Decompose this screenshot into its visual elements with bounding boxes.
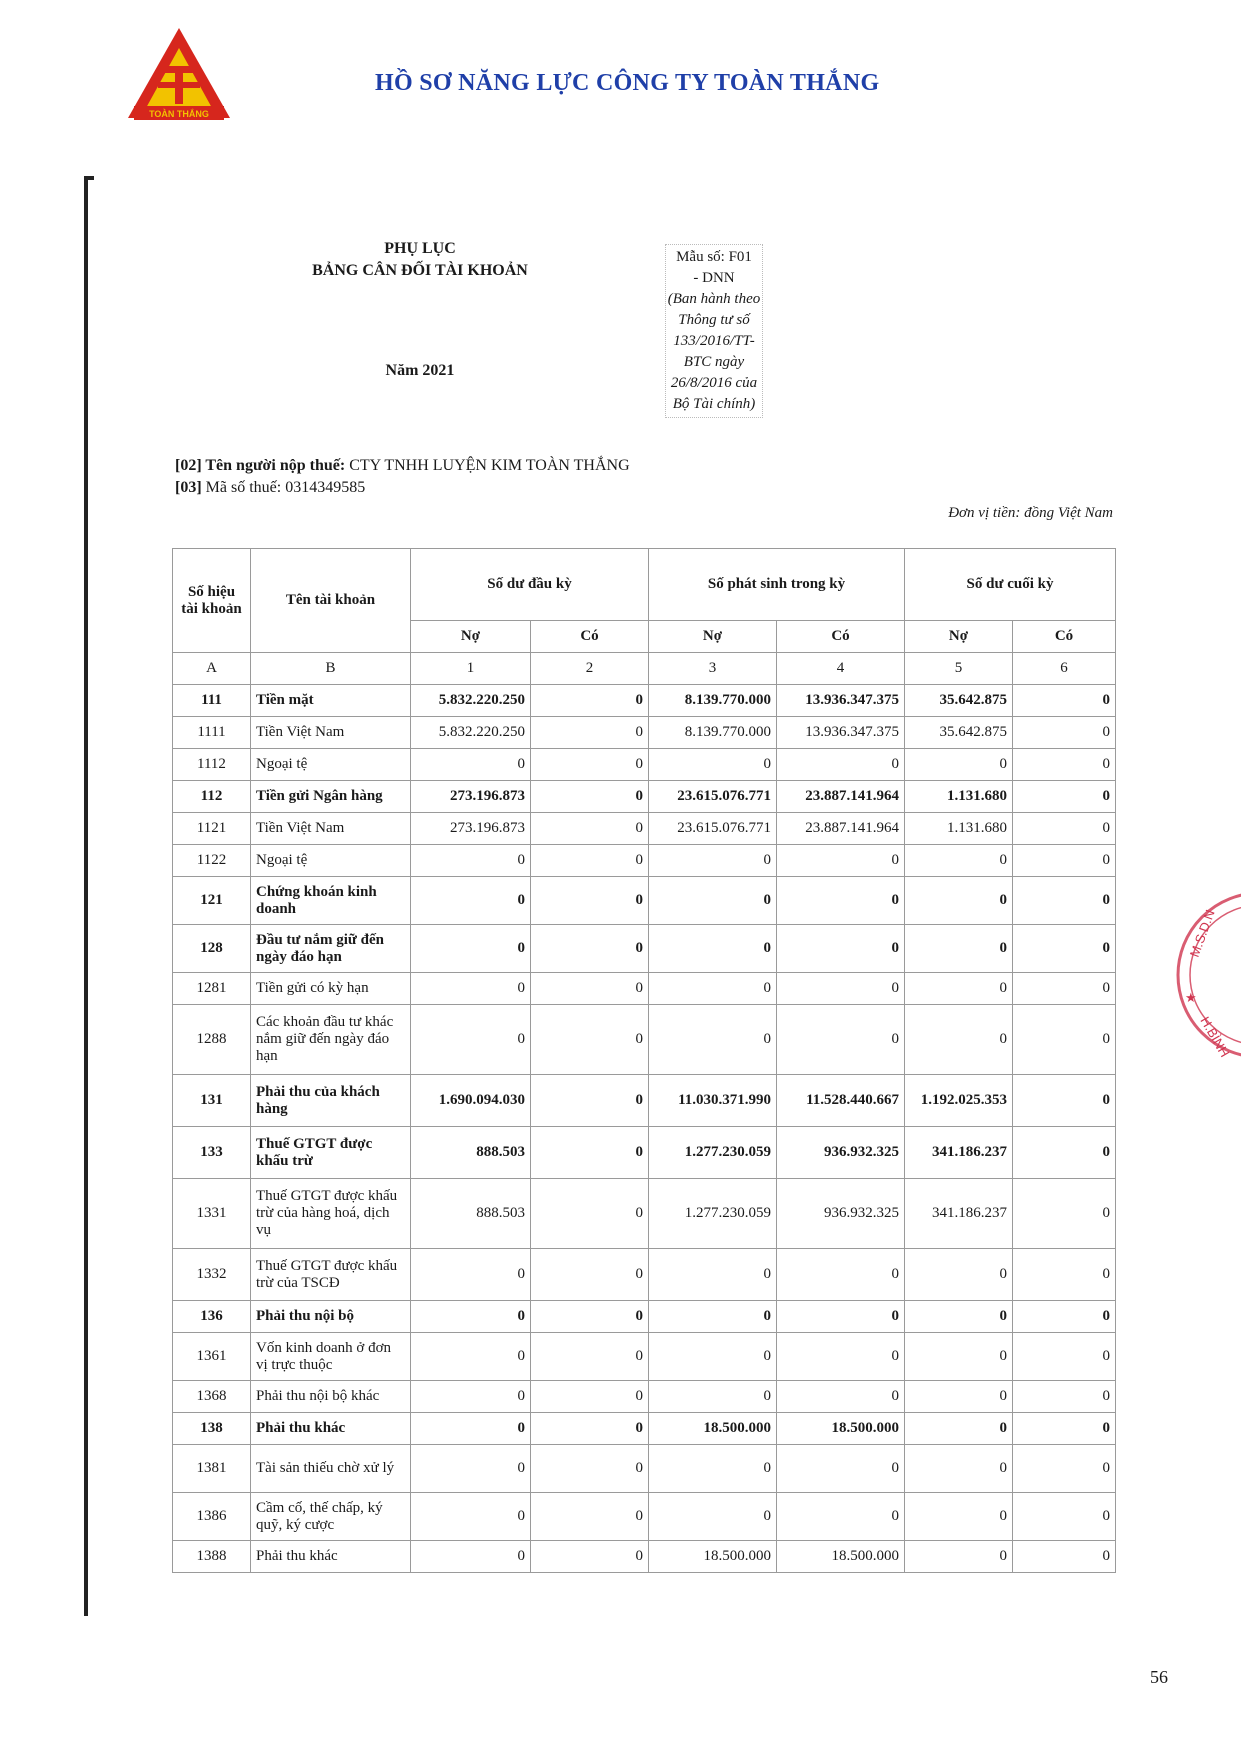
- account-name-cell: Phải thu khác: [251, 1541, 411, 1573]
- amount-cell: 0: [531, 717, 649, 749]
- account-name-cell: Thuế GTGT được khấu trừ của TSCĐ: [251, 1249, 411, 1301]
- column-index-cell: 5: [905, 653, 1013, 685]
- amount-cell: 0: [905, 1445, 1013, 1493]
- amount-cell: 0: [1013, 813, 1116, 845]
- account-code-cell: 121: [173, 877, 251, 925]
- amount-cell: 0: [905, 1333, 1013, 1381]
- amount-cell: 0: [531, 1445, 649, 1493]
- amount-cell: 0: [531, 1541, 649, 1573]
- account-code-cell: 1361: [173, 1333, 251, 1381]
- amount-cell: 0: [531, 781, 649, 813]
- account-code-cell: 128: [173, 925, 251, 973]
- header-account-name: Tên tài khoản: [251, 549, 411, 653]
- amount-cell: 0: [649, 1249, 777, 1301]
- account-code-cell: 1288: [173, 1005, 251, 1075]
- amount-cell: 0: [905, 877, 1013, 925]
- amount-cell: 0: [1013, 1075, 1116, 1127]
- column-index-cell: 4: [777, 653, 905, 685]
- amount-cell: 1.192.025.353: [905, 1075, 1013, 1127]
- amount-cell: 0: [1013, 781, 1116, 813]
- account-name-cell: Chứng khoán kinh doanh: [251, 877, 411, 925]
- amount-cell: 0: [411, 845, 531, 877]
- amount-cell: 0: [531, 1249, 649, 1301]
- amount-cell: 0: [531, 1301, 649, 1333]
- amount-cell: 0: [1013, 1301, 1116, 1333]
- amount-cell: 273.196.873: [411, 813, 531, 845]
- account-balance-table: [172, 548, 1116, 1573]
- account-code-cell: 1111: [173, 717, 251, 749]
- amount-cell: 0: [411, 877, 531, 925]
- amount-cell: 0: [905, 1005, 1013, 1075]
- header-closing-debit: Nợ: [905, 621, 1013, 653]
- document-title: [300, 238, 540, 282]
- amount-cell: 0: [777, 749, 905, 781]
- account-code-cell: 1368: [173, 1381, 251, 1413]
- svg-text:H.BÌNH: H.BÌNH: [1197, 1014, 1233, 1060]
- header-account-no: Số hiệu tài khoản: [173, 549, 251, 653]
- amount-cell: 0: [411, 1333, 531, 1381]
- amount-cell: 341.186.237: [905, 1179, 1013, 1249]
- header-movement: Số phát sinh trong kỳ: [649, 549, 905, 621]
- account-name-cell: Tiền gửi Ngân hàng: [251, 781, 411, 813]
- amount-cell: 0: [1013, 877, 1116, 925]
- amount-cell: 0: [531, 973, 649, 1005]
- column-index-cell: A: [173, 653, 251, 685]
- amount-cell: 0: [905, 1381, 1013, 1413]
- account-name-cell: Tiền Việt Nam: [251, 717, 411, 749]
- header-opening-credit: Có: [531, 621, 649, 653]
- amount-cell: 0: [649, 1493, 777, 1541]
- table-row: [173, 1127, 1116, 1179]
- table-row: [173, 1541, 1116, 1573]
- amount-cell: 0: [411, 1541, 531, 1573]
- account-code-cell: 133: [173, 1127, 251, 1179]
- account-name-cell: Phải thu nội bộ khác: [251, 1381, 411, 1413]
- amount-cell: 0: [531, 1127, 649, 1179]
- amount-cell: 23.615.076.771: [649, 813, 777, 845]
- amount-cell: 0: [531, 877, 649, 925]
- amount-cell: 0: [905, 1413, 1013, 1445]
- amount-cell: 0: [649, 1445, 777, 1493]
- amount-cell: 0: [531, 1333, 649, 1381]
- amount-cell: 5.832.220.250: [411, 717, 531, 749]
- amount-cell: 0: [649, 1333, 777, 1381]
- amount-cell: 0: [777, 1005, 905, 1075]
- account-code-cell: 1122: [173, 845, 251, 877]
- account-name-cell: Phải thu khác: [251, 1413, 411, 1445]
- amount-cell: 0: [905, 1301, 1013, 1333]
- amount-cell: 0: [531, 1413, 649, 1445]
- logo-text: TOÀN THẮNG: [149, 109, 209, 119]
- amount-cell: 0: [649, 973, 777, 1005]
- amount-cell: 0: [1013, 685, 1116, 717]
- account-code-cell: 1112: [173, 749, 251, 781]
- table-row: [173, 1493, 1116, 1541]
- table-row: [173, 1075, 1116, 1127]
- currency-unit: Đơn vị tiền: đồng Việt Nam: [948, 505, 1113, 521]
- amount-cell: 0: [1013, 1333, 1116, 1381]
- table-row: [173, 717, 1116, 749]
- account-code-cell: 131: [173, 1075, 251, 1127]
- account-name-cell: Tài sản thiếu chờ xử lý: [251, 1445, 411, 1493]
- amount-cell: 0: [1013, 1127, 1116, 1179]
- header-title: HỒ SƠ NĂNG LỰC CÔNG TY TOÀN THẮNG: [375, 70, 880, 96]
- amount-cell: 0: [1013, 1493, 1116, 1541]
- amount-cell: 0: [777, 1381, 905, 1413]
- amount-cell: 0: [1013, 1179, 1116, 1249]
- account-name-cell: Phải thu của khách hàng: [251, 1075, 411, 1127]
- amount-cell: 0: [531, 925, 649, 973]
- amount-cell: 936.932.325: [777, 1127, 905, 1179]
- amount-cell: 0: [649, 877, 777, 925]
- amount-cell: 0: [531, 845, 649, 877]
- account-code-cell: 1381: [173, 1445, 251, 1493]
- account-name-cell: Đầu tư nắm giữ đến ngày đáo hạn: [251, 925, 411, 973]
- table-row: [173, 813, 1116, 845]
- amount-cell: 0: [1013, 1005, 1116, 1075]
- amount-cell: 1.131.680: [905, 781, 1013, 813]
- amount-cell: 0: [649, 1301, 777, 1333]
- amount-cell: 13.936.347.375: [777, 685, 905, 717]
- amount-cell: 0: [531, 813, 649, 845]
- amount-cell: 0: [777, 845, 905, 877]
- amount-cell: 0: [905, 1249, 1013, 1301]
- amount-cell: 0: [411, 973, 531, 1005]
- amount-cell: 1.131.680: [905, 813, 1013, 845]
- amount-cell: 0: [411, 1005, 531, 1075]
- amount-cell: 0: [649, 925, 777, 973]
- form-code-line2: - DNN: [693, 270, 735, 286]
- table-row: [173, 877, 1116, 925]
- account-name-cell: Thuế GTGT được khấu trừ: [251, 1127, 411, 1179]
- amount-cell: 0: [411, 1381, 531, 1413]
- amount-cell: 23.887.141.964: [777, 781, 905, 813]
- amount-cell: 0: [777, 925, 905, 973]
- account-code-cell: 136: [173, 1301, 251, 1333]
- table-row: [173, 1179, 1116, 1249]
- amount-cell: 0: [649, 749, 777, 781]
- amount-cell: 936.932.325: [777, 1179, 905, 1249]
- amount-cell: 0: [777, 1333, 905, 1381]
- amount-cell: 23.887.141.964: [777, 813, 905, 845]
- amount-cell: 0: [777, 973, 905, 1005]
- amount-cell: 0: [1013, 749, 1116, 781]
- amount-cell: 0: [531, 1179, 649, 1249]
- table-row: [173, 1005, 1116, 1075]
- amount-cell: 0: [531, 1493, 649, 1541]
- table-row: [173, 1333, 1116, 1381]
- table-row: [173, 1249, 1116, 1301]
- amount-cell: 0: [1013, 845, 1116, 877]
- column-index-cell: 3: [649, 653, 777, 685]
- amount-cell: 18.500.000: [777, 1413, 905, 1445]
- amount-cell: 0: [1013, 973, 1116, 1005]
- taxpayer-info: [175, 455, 630, 499]
- scan-edge-line: [84, 176, 88, 1616]
- amount-cell: 0: [411, 1249, 531, 1301]
- amount-cell: 35.642.875: [905, 685, 1013, 717]
- table-row: [173, 1413, 1116, 1445]
- account-name-cell: Tiền gửi có kỳ hạn: [251, 973, 411, 1005]
- amount-cell: 0: [905, 925, 1013, 973]
- amount-cell: 0: [649, 1381, 777, 1413]
- document-title-line2: BẢNG CÂN ĐỐI TÀI KHOẢN: [312, 262, 528, 279]
- header-opening-debit: Nợ: [411, 621, 531, 653]
- account-code-cell: 138: [173, 1413, 251, 1445]
- account-name-cell: Ngoại tệ: [251, 845, 411, 877]
- amount-cell: 0: [905, 1493, 1013, 1541]
- table-row: [173, 1381, 1116, 1413]
- column-index-cell: 1: [411, 653, 531, 685]
- amount-cell: 0: [905, 1541, 1013, 1573]
- company-logo: [124, 26, 234, 122]
- account-code-cell: 1388: [173, 1541, 251, 1573]
- account-code-cell: 1281: [173, 973, 251, 1005]
- amount-cell: 0: [531, 749, 649, 781]
- header-closing-credit: Có: [1013, 621, 1116, 653]
- column-index-cell: 6: [1013, 653, 1116, 685]
- account-code-cell: 1121: [173, 813, 251, 845]
- amount-cell: 0: [1013, 1249, 1116, 1301]
- header-closing: Số dư cuối kỳ: [905, 549, 1116, 621]
- page-number: 56: [1150, 1667, 1168, 1687]
- taxpayer-label: [02] Tên người nộp thuế:: [175, 457, 346, 474]
- amount-cell: 888.503: [411, 1127, 531, 1179]
- taxcode-value: Mã số thuế: 0314349585: [205, 479, 366, 496]
- amount-cell: 0: [531, 1075, 649, 1127]
- table-row: [173, 781, 1116, 813]
- account-code-cell: 112: [173, 781, 251, 813]
- amount-cell: 273.196.873: [411, 781, 531, 813]
- table-row: [173, 925, 1116, 973]
- amount-cell: 0: [411, 925, 531, 973]
- table-row: [173, 845, 1116, 877]
- amount-cell: 888.503: [411, 1179, 531, 1249]
- account-code-cell: 1332: [173, 1249, 251, 1301]
- amount-cell: 0: [1013, 1381, 1116, 1413]
- company-seal: [1140, 890, 1241, 1060]
- amount-cell: 0: [1013, 1413, 1116, 1445]
- amount-cell: 0: [777, 1493, 905, 1541]
- header-movement-credit: Có: [777, 621, 905, 653]
- column-index-row: [173, 653, 1116, 685]
- amount-cell: 1.277.230.059: [649, 1179, 777, 1249]
- form-note: (Ban hành theo Thông tư số 133/2016/TT-BTC ngày 26/8/2016 của Bộ Tài chính): [667, 291, 761, 412]
- svg-text:★: ★: [1185, 990, 1197, 1005]
- document-year: Năm 2021: [385, 362, 455, 379]
- amount-cell: 0: [411, 749, 531, 781]
- amount-cell: 18.500.000: [649, 1541, 777, 1573]
- taxcode-label: [03]: [175, 479, 202, 496]
- account-code-cell: 1386: [173, 1493, 251, 1541]
- amount-cell: 13.936.347.375: [777, 717, 905, 749]
- amount-cell: 0: [531, 1005, 649, 1075]
- amount-cell: 0: [411, 1413, 531, 1445]
- amount-cell: 8.139.770.000: [649, 685, 777, 717]
- amount-cell: 0: [777, 1249, 905, 1301]
- column-index-cell: 2: [531, 653, 649, 685]
- amount-cell: 0: [1013, 925, 1116, 973]
- account-name-cell: Các khoản đầu tư khác nắm giữ đến ngày đáo hạn: [251, 1005, 411, 1075]
- form-code-box: [665, 244, 763, 418]
- amount-cell: 8.139.770.000: [649, 717, 777, 749]
- account-name-cell: Cầm cố, thế chấp, ký quỹ, ký cược: [251, 1493, 411, 1541]
- header-movement-debit: Nợ: [649, 621, 777, 653]
- account-name-cell: Thuế GTGT được khấu trừ của hàng hoá, dịch vụ: [251, 1179, 411, 1249]
- amount-cell: 0: [905, 749, 1013, 781]
- amount-cell: 1.277.230.059: [649, 1127, 777, 1179]
- account-name-cell: Tiền Việt Nam: [251, 813, 411, 845]
- svg-text:M.S.D.N: M.S.D.N: [1186, 907, 1218, 960]
- amount-cell: 0: [649, 845, 777, 877]
- account-code-cell: 1331: [173, 1179, 251, 1249]
- column-index-cell: B: [251, 653, 411, 685]
- amount-cell: 0: [777, 1445, 905, 1493]
- header-opening: Số dư đầu kỳ: [411, 549, 649, 621]
- amount-cell: 0: [531, 685, 649, 717]
- amount-cell: 0: [777, 877, 905, 925]
- amount-cell: 0: [1013, 1541, 1116, 1573]
- table-row: [173, 973, 1116, 1005]
- account-code-cell: 111: [173, 685, 251, 717]
- table-row: [173, 749, 1116, 781]
- scan-edge-corner: [84, 176, 94, 180]
- amount-cell: 35.642.875: [905, 717, 1013, 749]
- amount-cell: 1.690.094.030: [411, 1075, 531, 1127]
- amount-cell: 0: [905, 973, 1013, 1005]
- amount-cell: 23.615.076.771: [649, 781, 777, 813]
- amount-cell: 18.500.000: [649, 1413, 777, 1445]
- amount-cell: 18.500.000: [777, 1541, 905, 1573]
- amount-cell: 0: [411, 1493, 531, 1541]
- account-name-cell: Ngoại tệ: [251, 749, 411, 781]
- amount-cell: 0: [531, 1381, 649, 1413]
- amount-cell: 11.528.440.667: [777, 1075, 905, 1127]
- amount-cell: 0: [1013, 717, 1116, 749]
- taxpayer-value: CTY TNHH LUYỆN KIM TOÀN THẮNG: [349, 457, 630, 474]
- amount-cell: 0: [649, 1005, 777, 1075]
- amount-cell: 11.030.371.990: [649, 1075, 777, 1127]
- account-name-cell: Phải thu nội bộ: [251, 1301, 411, 1333]
- amount-cell: 0: [777, 1301, 905, 1333]
- account-name-cell: Vốn kinh doanh ở đơn vị trực thuộc: [251, 1333, 411, 1381]
- table-row: [173, 1301, 1116, 1333]
- amount-cell: 0: [411, 1301, 531, 1333]
- form-code-line1: Mẫu số: F01: [676, 249, 752, 265]
- amount-cell: 0: [1013, 1445, 1116, 1493]
- table-row: [173, 685, 1116, 717]
- table-row: [173, 1445, 1116, 1493]
- amount-cell: 5.832.220.250: [411, 685, 531, 717]
- amount-cell: 0: [411, 1445, 531, 1493]
- document-title-line1: PHỤ LỤC: [384, 240, 456, 257]
- amount-cell: 341.186.237: [905, 1127, 1013, 1179]
- amount-cell: 0: [905, 845, 1013, 877]
- account-name-cell: Tiền mặt: [251, 685, 411, 717]
